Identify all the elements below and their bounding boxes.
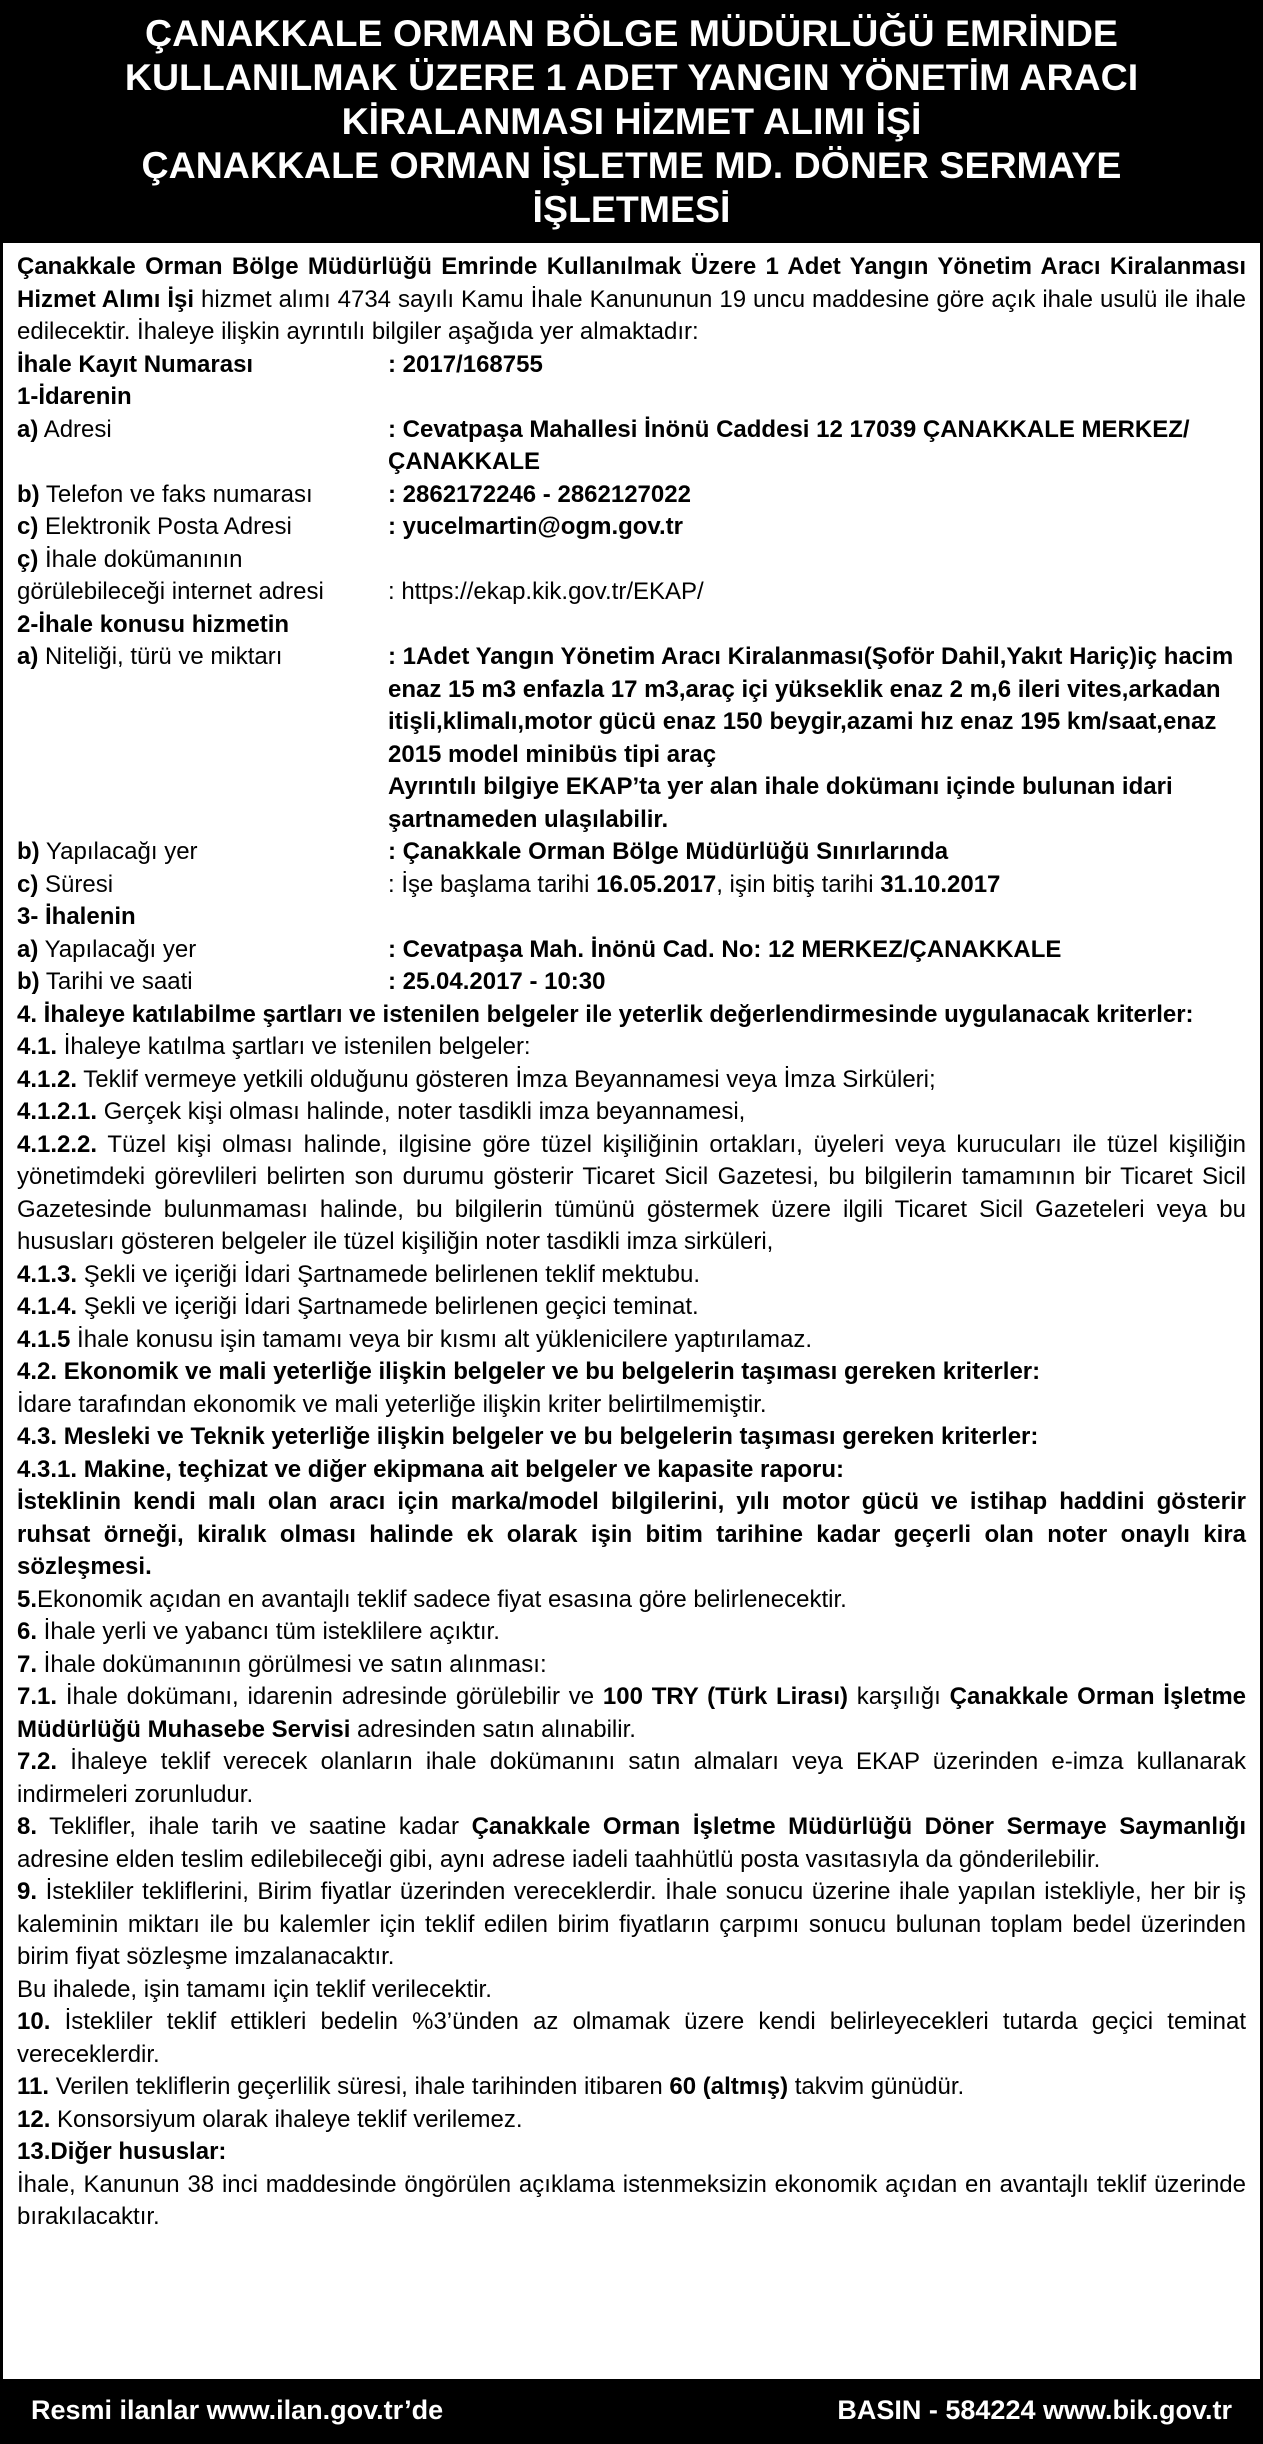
konu-sure-v2: , işin bitiş tarihi [716, 870, 881, 898]
footer-right: BASIN - 584224 www.bik.gov.tr [837, 2394, 1232, 2425]
item-7-1-price: 100 TRY (Türk Lirası) [602, 1683, 848, 1710]
konu-heading: 2-İhale konusu hizmetin [17, 610, 290, 638]
intro-bold: Çanakkale Orman Bölge Müdürlüğü Emrinde Kullanılmak Üzere 1 Adet Yangın Yönetim Aracı Kiralanması Hizmet Alımı İşi [17, 253, 1246, 313]
item-4-1-num: 4.1. [17, 1033, 58, 1060]
idare-dok-label2: görülebileceği internet adresi [17, 578, 324, 605]
ihale-tarih-value: : 25.04.2017 - 10:30 [388, 968, 606, 995]
item-11-text2: takvim günüdür. [788, 2073, 965, 2100]
idare-mail-label: Elektronik Posta Adresi [38, 513, 292, 540]
item-8-office: Çanakkale Orman İşletme Müdürlüğü Döner Sermaye Saymanlığı [471, 1813, 1246, 1840]
item-4-1-5-text: İhale konusu işin tamamı veya bir kısmı alt yüklenicilere yaptırılamaz. [70, 1325, 813, 1353]
item-9 [17, 1876, 1246, 1974]
item-5-num: 5. [17, 1585, 38, 1613]
konu-nitelik-label: Niteliği, türü ve miktarı [38, 643, 283, 670]
konu-nitelik-row [17, 641, 1246, 836]
title-line-2: KULLANILMAK ÜZERE 1 ADET YANGIN YÖNETİM ARACI [124, 56, 1139, 98]
kayit-value: : 2017/168755 [388, 350, 543, 378]
item-7-2 [17, 1746, 1246, 1811]
item-13-text: İhale, Kanunun 38 inci maddesinde öngörülen açıklama istenmeksizin ekonomik açıdan en avantajlı teklif üzerinde bırakılacaktır. [17, 2170, 1246, 2230]
item-4-1-2-2 [17, 1129, 1246, 1259]
item-4-1-5-num: 4.1.5 [17, 1325, 71, 1353]
ihale-yer-row [17, 934, 1246, 967]
item-7-1-text3: adresinden satın alınabilir. [350, 1715, 636, 1743]
idare-dok-row [17, 576, 1246, 609]
item-5 [17, 1584, 1246, 1617]
konu-sure-key: c) [17, 870, 39, 898]
title-line-3: KİRALANMASI HİZMET ALIMI İŞİ [341, 100, 922, 142]
item-7-1-text2: karşılığı [848, 1683, 950, 1710]
ihale-heading: 3- İhalenin [17, 903, 136, 930]
idare-mail-value: : yucelmartin@ogm.gov.tr [388, 513, 683, 540]
item-12 [17, 2104, 1246, 2137]
idare-heading: 1-İdarenin [17, 383, 132, 410]
ad-body [3, 243, 1260, 2234]
item-4-1-2-1-text: Gerçek kişi olması halinde, noter tasdikli imza beyannamesi, [97, 1098, 746, 1125]
item-4-1 [17, 1031, 1246, 1064]
item-4-1-2-2-num: 4.1.2.2. [17, 1130, 98, 1158]
item-4-1-2-num: 4.1.2. [17, 1065, 78, 1093]
idare-mail-row [17, 511, 1246, 544]
item-8-text1: Teklifler, ihale tarih ve saatine kadar [37, 1813, 472, 1840]
title-line-1: ÇANAKKALE ORMAN BÖLGE MÜDÜRLÜĞÜ EMRİNDE [145, 12, 1118, 54]
idare-dok-value: : https://ekap.kik.gov.tr/EKAP/ [388, 578, 704, 605]
sec4-heading: 4. İhaleye katılabilme şartları ve istenilen belgeler ile yeterlik değerlendirmesinde uygulanacak kriterler: [17, 1000, 1194, 1028]
item-4-1-2 [17, 1064, 1246, 1097]
item-4-3-heading: 4.3. Mesleki ve Teknik yeterliğe ilişkin belgeler ve bu belgelerin taşıması gereken kriterler: [17, 1423, 1039, 1450]
konu-nitelik-value: : 1Adet Yangın Yönetim Aracı Kiralanması(Şoför Dahil,Yakıt Hariç)iç hacim enaz 15 m3 enfazla 17 m3,araç içi yükseklik enaz 2 m,6 ileri vites,arkadan itişli,klimalı,motor gücü enaz 150 beygir,azami hız enaz 195 km/saat,enaz 2015 model minibüs tipi araç [388, 643, 1234, 768]
item-7-1-text1: İhale dokümanı, idarenin adresinde görülebilir ve [57, 1683, 603, 1710]
ihale-yer-value: : Cevatpaşa Mah. İnönü Cad. No: 12 MERKEZ/ÇANAKKALE [388, 935, 1062, 963]
item-4-1-4 [17, 1291, 1246, 1324]
item-8-num: 8. [17, 1813, 38, 1840]
idare-tel-row [17, 479, 1246, 512]
konu-yer-key: b) [17, 838, 40, 865]
idare-adres-key: a) [17, 415, 39, 443]
item-7-2-num: 7.2. [17, 1748, 58, 1775]
konu-sure-row [17, 869, 1246, 902]
item-7-1 [17, 1681, 1246, 1746]
idare-mail-key: c) [17, 513, 39, 540]
kayit-label: İhale Kayıt Numarası [17, 350, 254, 378]
kayit-row [17, 349, 1246, 382]
item-7-text: İhale dokümanının görülmesi ve satın alınması: [37, 1650, 547, 1678]
item-4-1-4-num: 4.1.4. [17, 1293, 78, 1320]
idare-adres-row [17, 414, 1246, 479]
item-8-text2: adresine elden teslim edilebileceği gibi, aynı adrese iadeli taahhütlü posta vasıtasıyla da gönderilebilir. [17, 1845, 1101, 1873]
ihale-tarih-label: Tarihi ve saati [39, 968, 193, 995]
item-11-days: 60 (altmış) [669, 2073, 789, 2100]
item-11 [17, 2071, 1246, 2104]
item-9-num: 9. [17, 1878, 38, 1905]
item-13-heading: 13.Diğer hususlar: [17, 2138, 227, 2165]
item-4-3-1-text: İsteklinin kendi malı olan aracı için marka/model bilgilerini, yılı motor gücü ve istihap haddini gösterir ruhsat örneği, kiralık olması halinde ek olarak işin bitim tarihine kadar geçerli olan noter onaylı kira sözleşmesi. [17, 1488, 1246, 1580]
idare-tel-key: b) [17, 480, 40, 508]
title-line-5: İŞLETMESİ [532, 188, 731, 230]
item-12-text: Konsorsiyum olarak ihaleye teklif verilemez. [50, 2105, 523, 2133]
ihale-yer-label: Yapılacağı yer [38, 935, 197, 963]
konu-sure-label: Süresi [38, 870, 114, 898]
item-10-text: İstekliler teklif ettikleri bedelin %3’ünden az olmamak üzere kendi belirleyecekleri tutarda geçici teminat vereceklerdir. [17, 2008, 1246, 2068]
item-7-1-office: Çanakkale Orman İşletme Müdürlüğü Muhasebe Servisi [17, 1683, 1247, 1743]
item-4-1-2-text: Teklif vermeye yetkili olduğunu gösteren İmza Beyannamesi veya İmza Sirküleri; [77, 1065, 936, 1093]
idare-dok-label1: İhale dokümanının [38, 545, 243, 573]
item-9-note: Bu ihalede, işin tamamı için teklif verilecektir. [17, 1975, 492, 2003]
ihale-tarih-key: b) [17, 968, 40, 995]
item-7-1-num: 7.1. [17, 1683, 58, 1710]
item-7-2-text: İhaleye teklif verecek olanların ihale dokümanını satın almaları veya EKAP üzerinden e-imza kullanarak indirmeleri zorunludur. [17, 1748, 1246, 1808]
item-4-1-2-2-text: Tüzel kişi olması halinde, ilgisine göre tüzel kişiliğinin ortakları, üyeleri veya kurucuları ile tüzel kişiliğin yönetimdeki görevlileri belirten son durumu gösterir Ticaret Sicil Gazetesi, bu bilgilerin tamamının bir Ticaret Sicil Gazetesinde bulunmaması halinde, bu bilgilerin tümünü göstermek üzere ilgili Ticaret Sicil Gazeteleri veya bu hususları gösteren belgeler ile tüzel kişiliğin noter tasdikli imza sirküleri, [17, 1130, 1246, 1255]
item-12-num: 12. [17, 2105, 51, 2133]
item-9-text: İstekliler tekliflerini, Birim fiyatlar üzerinden vereceklerdir. İhale sonucu üzerine ihale yapılan istekliyle, her bir iş kaleminin miktarı ile bu kalemler için teklif edilen birim fiyatların çarpımı sonucu bulunan toplam bedel üzerinden birim fiyat sözleşme imzalanacaktır. [17, 1878, 1246, 1970]
item-10-num: 10. [17, 2008, 51, 2035]
item-4-1-text: İhaleye katılma şartları ve istenilen belgeler: [57, 1033, 531, 1060]
idare-tel-label: Telefon ve faks numarası [39, 480, 313, 508]
ad-footer [3, 2379, 1260, 2441]
konu-sure-end: 31.10.2017 [880, 870, 1001, 898]
konu-sure-start: 16.05.2017 [596, 870, 717, 898]
item-11-num: 11. [17, 2073, 50, 2100]
footer-left: Resmi ilanlar www.ilan.gov.tr’de [31, 2394, 444, 2425]
item-4-1-3-text: Şekli ve içeriği İdari Şartnamede belirlenen teklif mektubu. [77, 1260, 701, 1288]
item-10 [17, 2006, 1246, 2071]
item-7 [17, 1649, 1246, 1682]
item-7-num: 7. [17, 1650, 38, 1678]
idare-dok-key: ç) [17, 545, 39, 573]
item-6-num: 6. [17, 1618, 38, 1645]
item-11-text1: Verilen tekliflerin geçerlilik süresi, ihale tarihinden itibaren [49, 2073, 670, 2100]
item-4-1-2-1-num: 4.1.2.1. [17, 1098, 98, 1125]
item-4-1-3-num: 4.1.3. [17, 1260, 78, 1288]
konu-nitelik-key: a) [17, 643, 39, 670]
item-4-2-text: İdare tarafından ekonomik ve mali yeterliğe ilişkin kriter belirtilmemiştir. [17, 1390, 767, 1418]
item-5-text: Ekonomik açıdan en avantajlı teklif sadece fiyat esasına göre belirlenecektir. [37, 1585, 847, 1613]
ad-title [3, 3, 1260, 243]
intro-text: hizmet alımı 4734 sayılı Kamu İhale Kanununun 19 uncu maddesine göre açık ihale usulü ile ihale edilecektir. İhaleye ilişkin ayrıntılı bilgiler aşağıda yer almaktadır: [17, 285, 1246, 345]
item-4-3-1-heading: 4.3.1. Makine, teçhizat ve diğer ekipmana ait belgeler ve kapasite raporu: [17, 1455, 845, 1483]
ihale-yer-key: a) [17, 935, 39, 963]
konu-yer-row [17, 836, 1246, 869]
konu-sure-v1: : İşe başlama tarihi [388, 870, 597, 898]
item-4-1-2-1 [17, 1096, 1246, 1129]
item-8 [17, 1811, 1246, 1876]
item-4-2-heading: 4.2. Ekonomik ve mali yeterliğe ilişkin belgeler ve bu belgelerin taşıması gereken kriterler: [17, 1358, 1041, 1385]
item-4-1-5 [17, 1324, 1246, 1357]
item-6 [17, 1616, 1246, 1649]
ihale-tarih-row [17, 966, 1246, 999]
konu-nitelik-value2: Ayrıntılı bilgiye EKAP’ta yer alan ihale dokümanı içinde bulunan idari şartnameden ulaşılabilir. [388, 773, 1173, 833]
idare-adres-value: : Cevatpaşa Mahallesi İnönü Caddesi 12 17039 ÇANAKKALE MERKEZ/ÇANAKKALE [388, 415, 1190, 475]
konu-yer-label: Yapılacağı yer [39, 838, 198, 865]
intro-paragraph [17, 251, 1246, 349]
idare-tel-value: : 2862172246 - 2862127022 [388, 480, 691, 508]
idare-adres-label: Adresi [38, 415, 112, 443]
item-6-text: İhale yerli ve yabancı tüm isteklilere açıktır. [37, 1618, 500, 1645]
konu-yer-value: : Çanakkale Orman Bölge Müdürlüğü Sınırlarında [388, 838, 949, 865]
item-4-1-4-text: Şekli ve içeriği İdari Şartnamede belirlenen geçici teminat. [77, 1293, 699, 1320]
title-line-4: ÇANAKKALE ORMAN İŞLETME MD. DÖNER SERMAYE [141, 144, 1122, 186]
item-4-1-3 [17, 1259, 1246, 1292]
idare-dok-label-line [17, 544, 1246, 577]
